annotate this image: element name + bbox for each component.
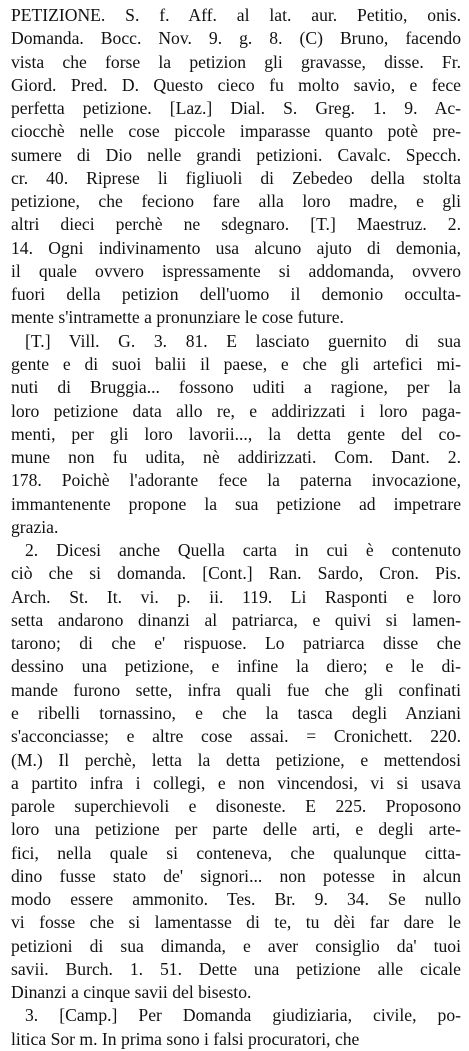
entry-line: nuti di Bruggia... fossono uditi a ragione, per la: [11, 377, 461, 398]
entry-line: sumere di Dio nelle grandi petizioni. Cavalc. Specch.: [11, 144, 461, 165]
entry-line: Giord. Pred. D. Questo cieco fu molto savio, e fece: [11, 74, 461, 95]
entry-line: menti, per gli loro lavorii..., la detta gente del co-: [11, 423, 461, 444]
entry-line: modo essere ammonito. Tes. Br. 9. 34. Se nullo: [11, 889, 461, 910]
entry-line: vista che forse la petizion gli gravasse, disse. Fr.: [11, 51, 461, 72]
entry-line: cr. 40. Riprese li figliuoli di Zebedeo della stolta: [11, 167, 461, 188]
entry-line: loro una petizione per parte delle arti, e degli arte-: [11, 819, 461, 840]
entry-line: 14. Ogni indivinamento usa alcuno ajuto di demonia,: [11, 237, 461, 258]
entry-line: fici, nella quale si conteneva, che qualunque citta-: [11, 842, 461, 863]
entry-line: mande furono sette, infra quali fue che gli confinati: [11, 679, 461, 700]
entry-line: PETIZIONE. S. f. Aff. al lat. aur. Petitio, onis.: [11, 5, 461, 25]
entry-line: petizioni di sua dimanda, e aver consiglio da' tuoi: [11, 935, 461, 956]
entry-line: 3. [Camp.] Per Domanda giudiziaria, civile, po-: [25, 1005, 461, 1026]
entry-line: e ribelli tornassino, e che la tasca degli Anziani: [11, 702, 461, 723]
entry-line: Dinanzi a cinque savii del bisesto.: [11, 982, 252, 1003]
entry-line: gente e di suoi balii il paese, e che gli artefici mi-: [11, 353, 461, 374]
entry-line: s'acconciasse; e altre cose assai. = Cronichett. 220.: [11, 726, 461, 747]
entry-line: litica Sor m. In prima sono i falsi procuratori, che: [11, 1028, 360, 1049]
entry-line: vi fosse che si lamentasse di te, tu dèi far dare le: [11, 912, 461, 933]
entry-line: fuori della petizion dell'uomo il demonio occulta-: [11, 284, 461, 305]
entry-line: [T.] Vill. G. 3. 81. E lasciato guernito di sua: [25, 330, 461, 351]
entry-line: mente s'intramette a pronunziare le cose future.: [11, 307, 344, 328]
entry-line: parole superchievoli e disoneste. E 225. Proposono: [11, 796, 461, 817]
entry-line: setta andarono dinanzi al patriarca, e quivi si lamen-: [11, 609, 461, 630]
entry-line: grazia.: [11, 516, 59, 537]
entry-line: tarono; di che e' rispuose. Lo patriarca disse che: [11, 633, 461, 654]
entry-line: ciò che si domanda. [Cont.] Ran. Sardo, Cron. Pis.: [11, 563, 461, 584]
entry-line: mune non fu udita, nè addirizzati. Com. Dant. 2.: [11, 447, 461, 468]
entry-line: loro petizione data allo re, e addirizzati i loro paga-: [11, 400, 461, 421]
entry-line: perfetta petizione. [Laz.] Dial. S. Greg. 1. 9. Ac-: [11, 98, 461, 119]
entry-line: dessino una petizione, e infine la diero; e le di-: [11, 656, 461, 677]
entry-line: Domanda. Bocc. Nov. 9. g. 8. (C) Bruno, facendo: [11, 28, 461, 49]
entry-line: petizione, che feciono fare alla loro madre, e gli: [11, 191, 461, 212]
entry-line: Arch. St. It. vi. p. ii. 119. Li Rasponti e loro: [11, 586, 461, 607]
entry-line: savii. Burch. 1. 51. Dette una petizione alle cicale: [11, 958, 461, 979]
entry-line: (M.) Il perchè, letta la detta petizione, e mettendosi: [11, 749, 461, 770]
entry-line: altri dieci perchè ne sdegnaro. [T.] Maestruz. 2.: [11, 214, 461, 235]
entry-line: dino fusse stato de' signori... non potesse in alcun: [11, 865, 461, 886]
entry-line: 178. Poichè l'adorante fece la paterna invocazione,: [11, 470, 461, 491]
entry-line: 2. Dicesi anche Quella carta in cui è contenuto: [25, 540, 461, 561]
entry-line: ciocchè nelle cose piccole imparasse quanto potè pre-: [11, 121, 461, 142]
entry-line: a partito infra i collegi, e non vincendosi, vi si usava: [11, 772, 461, 793]
entry-line: immantenente propone la sua petizione ad impetrare: [11, 493, 461, 514]
entry-line: il quale ovvero ispressamente si addomanda, ovvero: [11, 260, 461, 281]
